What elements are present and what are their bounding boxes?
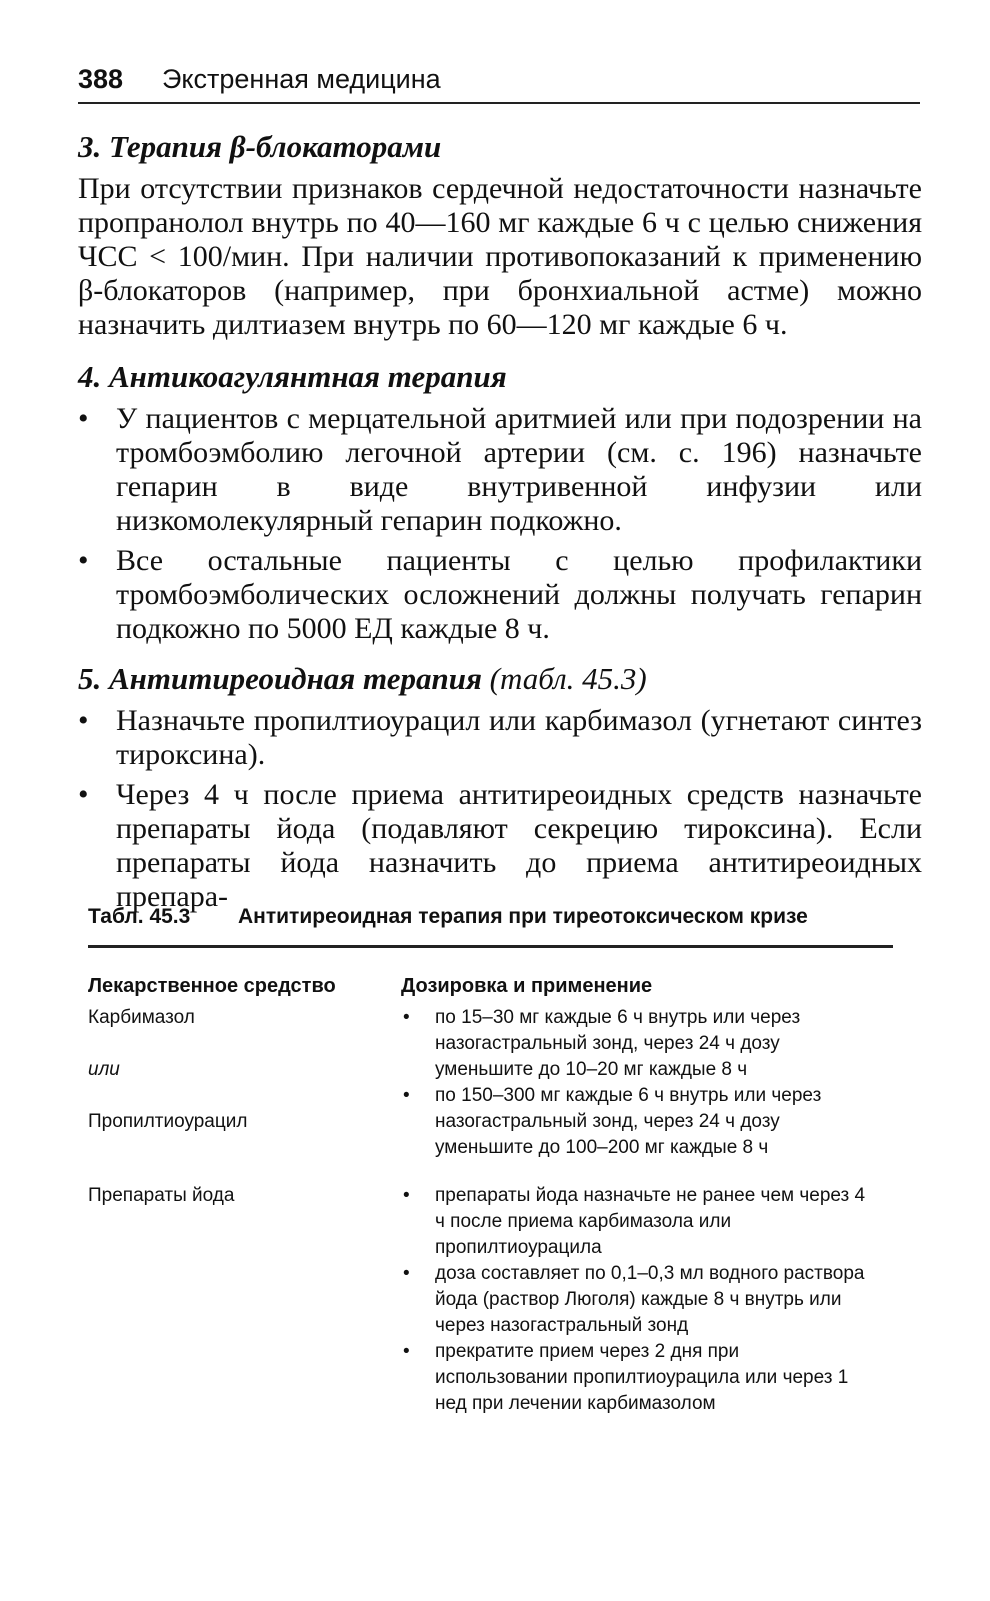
list-item: • У пациентов с мерцательной аритмией или при подозрении на тромбоэмболию легочной артерии (см. с. 196) назначьте гепарин в виде внутривенной инфузии или низкомолекулярный гепарин подкожно. (78, 402, 922, 538)
running-header (78, 60, 920, 104)
table-caption-number: Табл. 45.3 (88, 905, 191, 928)
list-item: • Назначьте пропилтиоурацил или карбимазол (угнетают синтез тироксина). (78, 704, 922, 772)
section-4-heading: 4. Антикоагулянтная терапия (78, 359, 507, 394)
dose-iodine-amount: • доза составляет по 0,1–0,3 мл водного раствора йода (раствор Люголя) каждые 8 ч внутрь или через назогастральный зонд (401, 1261, 876, 1339)
dose-cell (401, 1005, 876, 1161)
table-caption (88, 905, 893, 935)
section-4-list (78, 402, 922, 646)
section-3-paragraph: При отсутствии признаков сердечной недостаточности назначьте пропранолол внутрь по 40—160 мг каждые 6 ч с целью снижения ЧСС < 100/мин. При наличии противопоказаний к применению β-блокаторов (например, при бронхиальной астме) можно назначить дилтиазем внутрь по 60—120 мг каждые 6 ч. (78, 172, 922, 341)
drug-propylthiouracil: Пропилтиоурацил (88, 1111, 248, 1132)
dose-cell (401, 1183, 876, 1417)
page-number: 388 (78, 64, 124, 94)
section-3-heading: 3. Терапия β-блокаторами (78, 129, 442, 164)
list-item: • Все остальные пациенты с целью профилактики тромбоэмболических осложнений должны получать гепарин подкожно по 5000 ЕД каждые 8 ч. (78, 544, 922, 646)
col-header-drug: Лекарственное средство (88, 975, 336, 997)
section-5-heading (78, 662, 922, 696)
table-body (88, 1005, 893, 1417)
drug-carbimazole: Карбимазол (88, 1007, 195, 1028)
col-header-dose: Дозировка и применение (401, 975, 653, 997)
table-top-rule (88, 945, 893, 948)
table-row (88, 1183, 893, 1417)
section-5-table-ref: (табл. 45.3) (489, 661, 647, 696)
running-title: Экстренная медицина (162, 64, 441, 94)
main-text (78, 130, 922, 930)
list-item: • Через 4 ч после приема антитиреоидных средств назначьте препараты йода (подавляют секрецию тироксина). Если препараты йода назначить до приема антитиреоидных препара- (78, 778, 922, 914)
dose-iodine-timing: • препараты йода назначьте не ранее чем через 4 ч после приема карбимазола или пропилтиоурацила (401, 1183, 876, 1261)
dose-propylthiouracil: • по 150–300 мг каждые 6 ч внутрь или через назогастральный зонд, через 24 ч дозу уменьшите до 100–200 мг каждые 8 ч (401, 1083, 876, 1161)
dose-carbimazole: • по 15–30 мг каждые 6 ч внутрь или через назогастральный зонд, через 24 ч дозу уменьшите до 10–20 мг каждые 8 ч (401, 1005, 876, 1083)
table-45-3 (88, 905, 893, 1414)
table-row (88, 1005, 893, 1161)
drug-cell (88, 1005, 401, 1161)
drug-iodine: Препараты йода (88, 1185, 235, 1206)
drug-or: или (88, 1059, 120, 1080)
dose-iodine-stop: • прекратите прием через 2 дня при использовании пропилтиоурацила или через 1 нед при лечении карбимазолом (401, 1339, 876, 1417)
drug-cell (88, 1183, 401, 1417)
section-5-list (78, 704, 922, 914)
section-5-heading-text: 5. Антитиреоидная терапия (78, 661, 482, 696)
table-caption-text: Антитиреоидная терапия при тиреотоксическом кризе (238, 905, 808, 928)
